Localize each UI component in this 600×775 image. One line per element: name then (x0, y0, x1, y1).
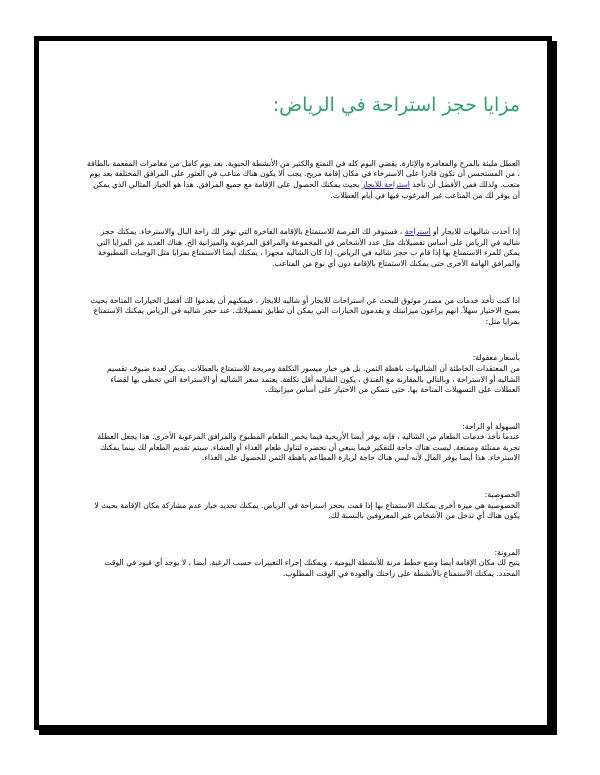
section-privacy-heading: الخصوصية: (484, 490, 520, 500)
chalets-text-start: إذا أخذت شاليهات للايجار أو (432, 227, 520, 237)
intro-text: العطل مليئة بالمرح والمغامرة والإثارة. يقضي اليوم كله في التمتع والكثير من الأنشطة الحيوية. بعد يوم كامل من مغامرات المفعمة بالطاقة ، من المستحسن أن تكون قادرا على الاسترخاء في مكان إقامة مريح. يجب ألا يكون هناك متاعب في العثور على المرافق المختلفة بعد يوم متعب. ولذلك فمن الأفضل أن تأخذ (87, 158, 520, 189)
section-affordable-body: من المعتقدات الخاطئة أن الشاليهات باهظة الثمن. بل هي خيار ميسور التكلفة ومريحة للاستمتاع بالعطلات. يمكن لعدة ضيوف تقسيم الشاليه أو الاستراحة ، وبالتالي بالمقارنة مع الفندق ، يكون الشاليه أقل تكلفة. يعتمد سعر الشاليه أو الاستراحة التي تحظى بها لقضاء العطلات على التسهيلات المتاحة بها. حتى تتمكن من الاختيار على أساس ميزانيتك. (106, 363, 520, 395)
rest-house-link[interactable]: استراحة (404, 227, 431, 237)
section-convenience-body: عندما تأخذ خدمات الطعام من الشاليه ، فإنه يوفر أيضا الأريحية فيما يخص الطعام المطبوخ والمرافق المرغوبة الأخرى. هذا يجعل العطلة تجربة ممتلئة وممتعة. ليست هناك حاجة للتفكير فيما ينبغي أن تحضره لتناول طعام الغداء أو العشاء. سيتم تقديم الطعام لك بينما يمكنك الاسترخاء. هذا أيضا يوفر المال لأنه ليس هناك حاجة لزيارة المطاعم باهظة الثمن للحصول على الغذاء. (97, 432, 520, 463)
chalets-text-end: ، فستوفر لك الفرصة للاستمتاع بالإقامة الفاخرة التي توفر لك راحة البال والاسترخاء. يمكنك حجز شاليه في الرياض على أساس تفضيلاتك مثل عدد الأشخاص في المجموعة والمرافق المرغوبة والميزانية الخ. هناك العديد من المزايا التي يمكن للمرء الاستمتاع بها إذا قام ب حجز شاليه في الرياض. إذا كان الشاليه مجهزا ، يمكنك أيضا الاستمتاع بمزايا مثل الوجبات المطبوخة والمرافق الهامة الأخرى حتى يمكنك الاستمتاع بالإقامة دون أي نوع من المتاعب. (96, 227, 520, 268)
chalets-paragraph (84, 227, 520, 269)
services-paragraph: اذا كنت تأخذ خدمات من مصدر موثوق للبحث عن استراحات للايجار أو شاليه للايجار ، فيمكنهم أن يقدموا لك أفضل الخيارات المتاحة بحيث يصبح الاختيار سهلاً. انهم يراعون ميزانيتك و يقدمون الخيارات التي يمكن أن تطابق تفضيلاتك. عند حجز شاليه في الرياض يمكنك الاستمتاع بمزايا مثل: (90, 295, 520, 326)
section-privacy (84, 490, 520, 522)
intro-text-end: بحيث يمكنك الحصول على الإقامة مع جميع المرافق. هذا هو الخيار المثالي الذي يمكن أن يوفر لك من المتاعب غير المرغوب فيها في أيام العطلات. (93, 179, 520, 200)
section-convenience-heading: السهولة أو الراحة: (462, 421, 520, 431)
section-privacy-body: الخصوصية هي ميزة أخرى يمكنك الاستمتاع بها إذا قمت بحجز استراحة في الرياض. يمكنك تحديد خيار عدم مشاركة مكان الإقامة بحيث لا يكون هناك أي تدخل من الأشخاص غير المعروفين بالنسبة لك. (94, 500, 520, 521)
page-title: مزايا حجز استراحة في الرياض: (272, 94, 520, 116)
section-flexibility-heading: المرونة: (494, 547, 520, 557)
intro-paragraph (84, 159, 520, 201)
document-body (84, 70, 520, 606)
rest-house-rent-link[interactable]: استراحة للايجار (361, 179, 410, 189)
section-affordable-heading: بأسعار معقولة: (472, 353, 520, 363)
section-flexibility-body: يتيح لك مكان الإقامة أيضا وضع خطط مرنة للأنشطة اليومية ، ويمكنك إجراء التغييرات حسب الرغبة. أيضا ، لا يوجد أي قيود في الوقت المحدد. يمكنك الاستمتاع بالأنشطة على راحتك والعودة في الوقت المطلوب. (104, 558, 520, 579)
section-convenience (84, 422, 520, 464)
section-flexibility (84, 548, 520, 580)
section-affordable (84, 353, 520, 395)
